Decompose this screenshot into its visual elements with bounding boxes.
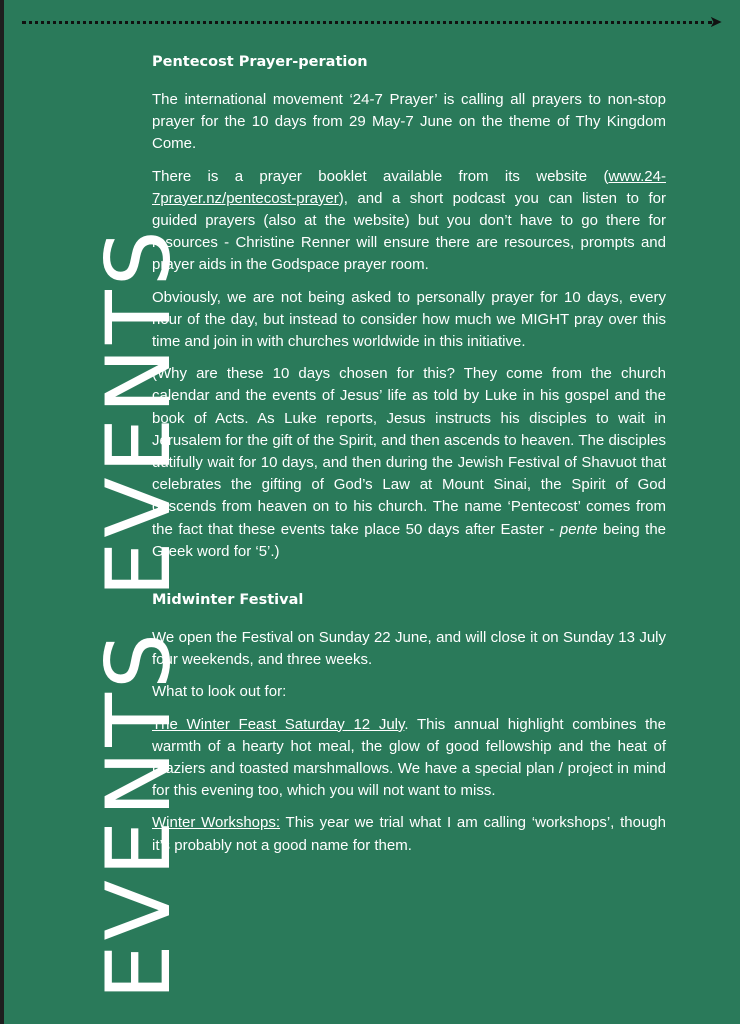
winter-workshops-text: This year we trial what I am calling ‘workshops’, though it’s probably not a good name for them. [152, 814, 666, 854]
midwinter-paragraph-2: What to look out for: [152, 683, 287, 701]
midwinter-title: Midwinter Festival [152, 592, 304, 609]
pentecost-p4-after: being the Greek word for ‘5’.) [152, 520, 667, 560]
pentecost-paragraph-4 [152, 363, 666, 563]
pentecost-paragraph-2 [152, 166, 666, 277]
winter-feast-label: The Winter Feast Saturday 12 July [152, 715, 405, 733]
pentecost-paragraph-3: Obviously, we are not being asked to personally prayer for 10 days, every hour of the day, but instead to consider how much we MIGHT pray over this time and join in with churches worldwide in this initiative. [152, 288, 666, 351]
winter-feast-text: . This annual highlight combines the warmth of a hearty hot meal, the glow of good fellowship and the heat of braziers and toasted marshmallows. We have a special plan / project in mind for this evening too, which you will not want to miss. [152, 715, 666, 800]
pentecost-p4-italic: pente [559, 520, 598, 538]
midwinter-paragraph-4 [152, 812, 666, 856]
pentecost-p2-before: There is a prayer booklet available from its website ( [152, 167, 609, 185]
article-content [152, 52, 666, 867]
midwinter-paragraph-3 [152, 714, 666, 803]
winter-workshops-label: Winter Workshops: [152, 814, 281, 832]
pentecost-title: Pentecost Prayer-peration [152, 54, 368, 70]
vertical-events-heading: EVENTS EVENTS [87, 226, 190, 1000]
pentecost-p4-before: (Why are these 10 days chosen for this? They come from the church calendar and the events of Jesus’ life as told by Luke in his gospel and the book of Acts. As Luke reports, Jesus instructs his disciples to wait in Jerusalem for the gift of the Spirit, and then ascends to heaven. The disciples dutifully wait for 10 days, and then during the Jewish Festival of Shavuot that celebrates the gifting of God’s Law at Mount Sinai, the Spirit of God descends from heaven on to his church. The name ‘Pentecost’ comes from the fact that these events take place 50 days after Easter - [152, 365, 666, 538]
left-edge-rule [0, 0, 4, 1024]
midwinter-paragraph-1: We open the Festival on Sunday 22 June, and will close it on Sunday 13 July four weekends, and three weeks. [152, 629, 666, 669]
dotted-divider [22, 21, 712, 24]
arrow-right-icon: ➤ [709, 12, 723, 31]
pentecost-paragraph-1: The international movement ‘24-7 Prayer’ is calling all prayers to non-stop prayer for the 10 days from 29 May-7 June on the theme of Thy Kingdom Come. [152, 91, 666, 153]
prayer-website-link[interactable]: www.24-7prayer.nz/pentecost-prayer [152, 167, 666, 207]
pentecost-p2-after: ), and a short podcast you can listen to for guided prayers (also at the website) but you don’t have to go there for resources - Christine Renner will ensure there are resources, prompts and prayer aids in the Godspace prayer room. [152, 189, 666, 274]
